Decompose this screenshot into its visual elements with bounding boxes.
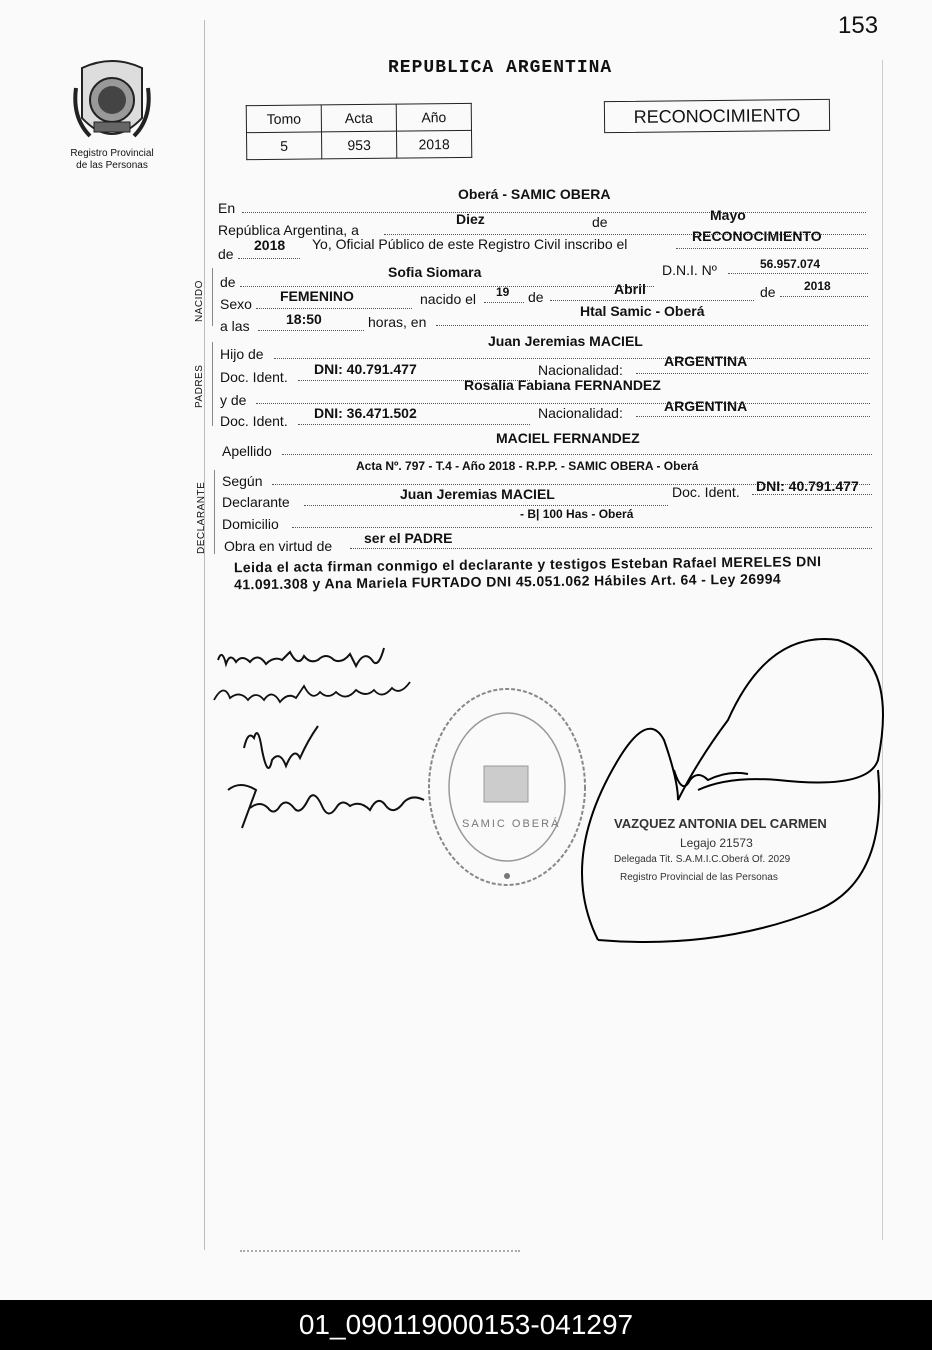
section-label-nacido: NACIDO — [194, 280, 205, 322]
document-title: REPUBLICA ARGENTINA — [388, 58, 613, 78]
value-madre: Rosalia Fabiana FERNANDEZ — [464, 377, 661, 393]
value-anio: 2018 — [254, 237, 286, 253]
value-mes: Mayo — [710, 207, 746, 223]
dotted-line — [256, 308, 412, 309]
label-dni: D.N.I. Nº — [662, 262, 717, 278]
label-de-mes: de — [528, 289, 544, 305]
dotted-line — [292, 527, 872, 528]
value-sexo: FEMENINO — [280, 288, 354, 304]
dotted-line — [636, 373, 868, 374]
value-apellido: MACIEL FERNANDEZ — [496, 430, 640, 446]
stamp-line-3: Delegada Tit. S.A.M.I.C.Oberá Of. 2029 — [614, 854, 791, 865]
section-bar — [212, 268, 213, 326]
label-obra: Obra en virtud de — [224, 538, 333, 554]
label-nac-padre: Nacionalidad: — [538, 362, 623, 378]
registry-caption — [50, 148, 174, 172]
dotted-line — [240, 286, 654, 287]
registry-line-1: Registro Provincial — [70, 148, 154, 159]
label-yo: Yo, Oficial Público de este Registro Civil inscribo el — [312, 236, 628, 252]
label-de-nombre: de — [220, 274, 236, 290]
label-sexo: Sexo — [220, 296, 252, 312]
label-declarante: Declarante — [222, 494, 290, 510]
value-nac-anio: 2018 — [804, 279, 831, 293]
dotted-line — [256, 403, 870, 404]
label-de-anio: de — [760, 284, 776, 300]
dotted-line — [676, 248, 868, 249]
value-lugar: Oberá - SAMIC OBERA — [458, 186, 611, 202]
value-dni: 56.957.074 — [760, 257, 821, 271]
closing-statement: Leida el acta firman conmigo el declarante y testigos Esteban Rafael MERELES DNI 41.091.308 y Ana Mariela FURTADO DNI 45.051.062 Hábiles Art. 64 - Ley 26994 — [233, 553, 822, 593]
value-domicilio: - B| 100 Has - Oberá — [520, 507, 634, 521]
act-type-box: RECONOCIMIENTO — [604, 99, 830, 133]
registry-seal-icon — [424, 684, 590, 890]
dotted-line — [728, 273, 868, 274]
anio-value: 2018 — [396, 130, 471, 158]
value-dia: Diez — [456, 211, 485, 227]
value-declarante: Juan Jeremias MACIEL — [400, 486, 555, 502]
dotted-line — [350, 548, 872, 549]
stamp-line-2: Legajo 21573 — [680, 836, 753, 850]
dotted-line — [484, 302, 524, 303]
value-padre: Juan Jeremias MACIEL — [488, 333, 643, 349]
dotted-line — [298, 424, 530, 425]
label-horas-en: horas, en — [368, 314, 427, 330]
witness-signatures — [200, 630, 440, 850]
dotted-line — [304, 505, 668, 506]
label-de: de — [592, 214, 608, 230]
value-nac-dia: 19 — [496, 285, 510, 299]
official-signature — [578, 620, 888, 950]
section-label-declarante: DECLARANTE — [196, 481, 207, 554]
label-apellido: Apellido — [222, 443, 272, 459]
stamp-line-1: VAZQUEZ ANTONIA DEL CARMEN — [614, 816, 827, 831]
acta-header: Acta — [321, 104, 396, 132]
label-republica: República Argentina, a — [218, 222, 359, 238]
label-doc-madre: Doc. Ident. — [220, 413, 288, 429]
label-domicilio: Domicilio — [222, 516, 279, 532]
section-bar — [214, 470, 215, 554]
label-nac-madre: Nacionalidad: — [538, 405, 623, 421]
tomo-header: Tomo — [246, 105, 321, 133]
value-madre-doc: DNI: 36.471.502 — [314, 405, 417, 421]
dotted-line — [238, 258, 300, 259]
label-en: En — [218, 200, 236, 216]
label-doc-padre: Doc. Ident. — [220, 369, 288, 385]
label-nacido-el: nacido el — [420, 291, 477, 307]
label-doc-declarante: Doc. Ident. — [672, 484, 740, 500]
document-code-footer: 01_090119000153-041297 — [0, 1300, 932, 1350]
value-nombre: Sofia Siomara — [388, 264, 482, 280]
section-bar — [212, 342, 213, 426]
stamp-line-4: Registro Provincial de las Personas — [620, 872, 778, 883]
dotted-line — [242, 212, 866, 213]
label-hijo-de: Hijo de — [220, 346, 264, 362]
dotted-line — [258, 330, 364, 331]
acta-value: 953 — [322, 131, 397, 159]
dotted-line — [550, 300, 754, 301]
label-segun: Según — [222, 473, 263, 489]
seal-center-text: SAMIC OBERÁ — [462, 818, 561, 830]
registry-line-2: de las Personas — [76, 160, 148, 171]
misiones-crest-icon — [72, 58, 152, 146]
bottom-print-noise — [240, 1248, 520, 1252]
label-a-las: a las — [220, 318, 250, 334]
label-y-de: y de — [220, 392, 247, 408]
label-de-2: de — [218, 246, 234, 262]
value-padre-doc: DNI: 40.791.477 — [314, 361, 417, 377]
page-number: 153 — [838, 12, 879, 39]
value-tipo: RECONOCIMIENTO — [692, 228, 822, 244]
anio-header: Año — [396, 103, 471, 131]
value-hora: 18:50 — [286, 311, 322, 327]
dotted-line — [780, 296, 868, 297]
value-lugar-nac: Htal Samic - Oberá — [580, 303, 705, 319]
value-nac-mes: Abril — [614, 281, 646, 297]
dotted-line — [752, 494, 872, 495]
value-madre-nac: ARGENTINA — [664, 398, 748, 414]
value-declarante-doc: DNI: 40.791.477 — [756, 478, 859, 494]
tomo-acta-table — [246, 103, 473, 160]
dotted-line — [436, 325, 868, 326]
dotted-line — [274, 358, 870, 359]
value-obra: ser el PADRE — [364, 530, 453, 546]
value-segun: Acta Nº. 797 - T.4 - Año 2018 - R.P.P. - SAMIC OBERA - Oberá — [356, 459, 699, 473]
dotted-line — [282, 454, 872, 455]
tomo-value: 5 — [247, 132, 322, 160]
section-label-padres: PADRES — [194, 364, 205, 408]
value-padre-nac: ARGENTINA — [664, 353, 748, 369]
dotted-line — [636, 416, 870, 417]
